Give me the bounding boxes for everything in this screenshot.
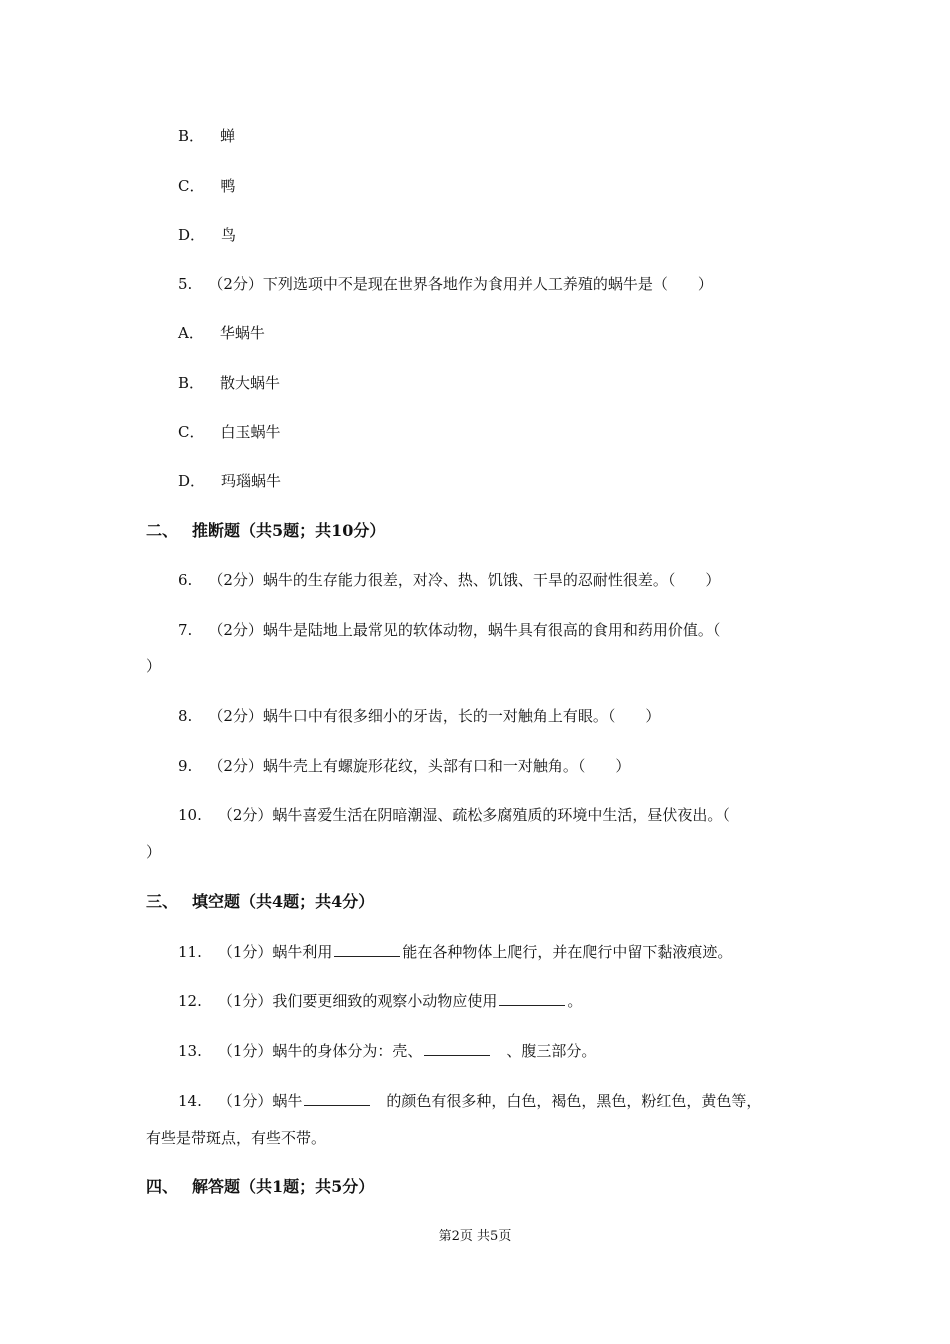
option-text: 鸭 [220, 177, 236, 195]
question-text-after: 、腹三部分。 [506, 1042, 597, 1060]
section-title: 推断题（共5题；共10分） [192, 521, 386, 540]
question-text-before: （1分）蜗牛 [217, 1092, 303, 1110]
question-9 [178, 756, 630, 776]
section-heading-2 [146, 521, 385, 541]
question-14 [178, 1091, 761, 1111]
question-number: 5. [178, 275, 193, 293]
answer-blank[interactable] [304, 1091, 370, 1106]
question-text-before: （1分）蜗牛利用 [217, 943, 333, 961]
question-11 [178, 942, 732, 962]
question-text: （2分）蜗牛喜爱生活在阴暗潮湿、疏松多腐殖质的环境中生活，昼伏夜出。（ [217, 806, 730, 824]
section-heading-3 [146, 892, 374, 912]
option-letter: B． [178, 374, 205, 392]
option-text: 蝉 [220, 127, 236, 145]
question-10-continuation: ） [146, 843, 162, 861]
option-letter: A． [178, 324, 204, 342]
section-number: 二、 [146, 521, 179, 540]
question-number: 13. [178, 1042, 202, 1060]
section-number: 四、 [146, 1177, 179, 1196]
question-10 [178, 805, 730, 825]
option-text: 玛瑙蜗牛 [221, 472, 282, 490]
question-text-before: （1分）蜗牛的身体分为：壳、 [217, 1042, 423, 1060]
question-7 [178, 620, 720, 640]
option-letter: D． [178, 226, 206, 244]
question-text-before: （1分）我们要更细致的观察小动物应使用 [217, 992, 498, 1010]
question-14-continuation: 有些是带斑点，有些不带。 [146, 1129, 327, 1147]
question-text: （2分）蜗牛的生存能力很差，对冷、热、饥饿、干旱的忍耐性很差。（ ） [208, 571, 721, 589]
q5-option-b [178, 373, 280, 393]
option-letter: D． [178, 472, 206, 490]
option-text: 白玉蜗牛 [220, 423, 281, 441]
question-5 [178, 274, 713, 294]
question-text: （2分）蜗牛口中有很多细小的牙齿，长的一对触角上有眼。（ ） [208, 707, 661, 725]
section-heading-4 [146, 1177, 374, 1197]
question-7-continuation: ） [146, 657, 162, 675]
question-8 [178, 706, 660, 726]
question-13 [178, 1041, 596, 1061]
answer-blank[interactable] [334, 942, 400, 957]
question-text: （2分）下列选项中不是现在世界各地作为食用并人工养殖的蜗牛是（ ） [208, 275, 713, 293]
option-letter: C． [178, 177, 205, 195]
question-number: 14. [178, 1092, 202, 1110]
answer-blank[interactable] [499, 991, 565, 1006]
section-number: 三、 [146, 892, 179, 911]
page-footer: 第2页 共5页 [438, 1229, 512, 1244]
option-d [178, 225, 236, 245]
option-letter: C． [178, 423, 205, 441]
q5-option-a [178, 323, 265, 343]
question-number: 7. [178, 621, 193, 639]
q5-option-d [178, 471, 281, 491]
question-number: 9. [178, 757, 193, 775]
question-number: 11. [178, 943, 202, 961]
q5-option-c [178, 422, 281, 442]
question-number: 12. [178, 992, 202, 1010]
answer-blank[interactable] [424, 1041, 490, 1056]
question-text-after: 。 [567, 992, 583, 1010]
option-letter: B． [178, 127, 205, 145]
option-text: 华蜗牛 [219, 324, 265, 342]
option-b [178, 126, 235, 146]
question-text-after: 能在各种物体上爬行，并在爬行中留下黏液痕迹。 [402, 943, 733, 961]
question-12 [178, 991, 582, 1011]
option-text: 散大蜗牛 [220, 374, 281, 392]
question-text: （2分）蜗牛是陆地上最常见的软体动物，蜗牛具有很高的食用和药用价值。（ [208, 621, 721, 639]
section-title: 解答题（共1题；共5分） [192, 1177, 375, 1196]
question-number: 6. [178, 571, 193, 589]
question-text: （2分）蜗牛壳上有螺旋形花纹，头部有口和一对触角。（ ） [208, 757, 631, 775]
question-text-after: 的颜色有很多种，白色，褐色，黑色，粉红色，黄色等， [386, 1092, 762, 1110]
question-6 [178, 570, 720, 590]
question-number: 8. [178, 707, 193, 725]
option-text: 鸟 [221, 226, 237, 244]
option-c [178, 176, 236, 196]
section-title: 填空题（共4题；共4分） [192, 892, 375, 911]
question-number: 10. [178, 806, 202, 824]
